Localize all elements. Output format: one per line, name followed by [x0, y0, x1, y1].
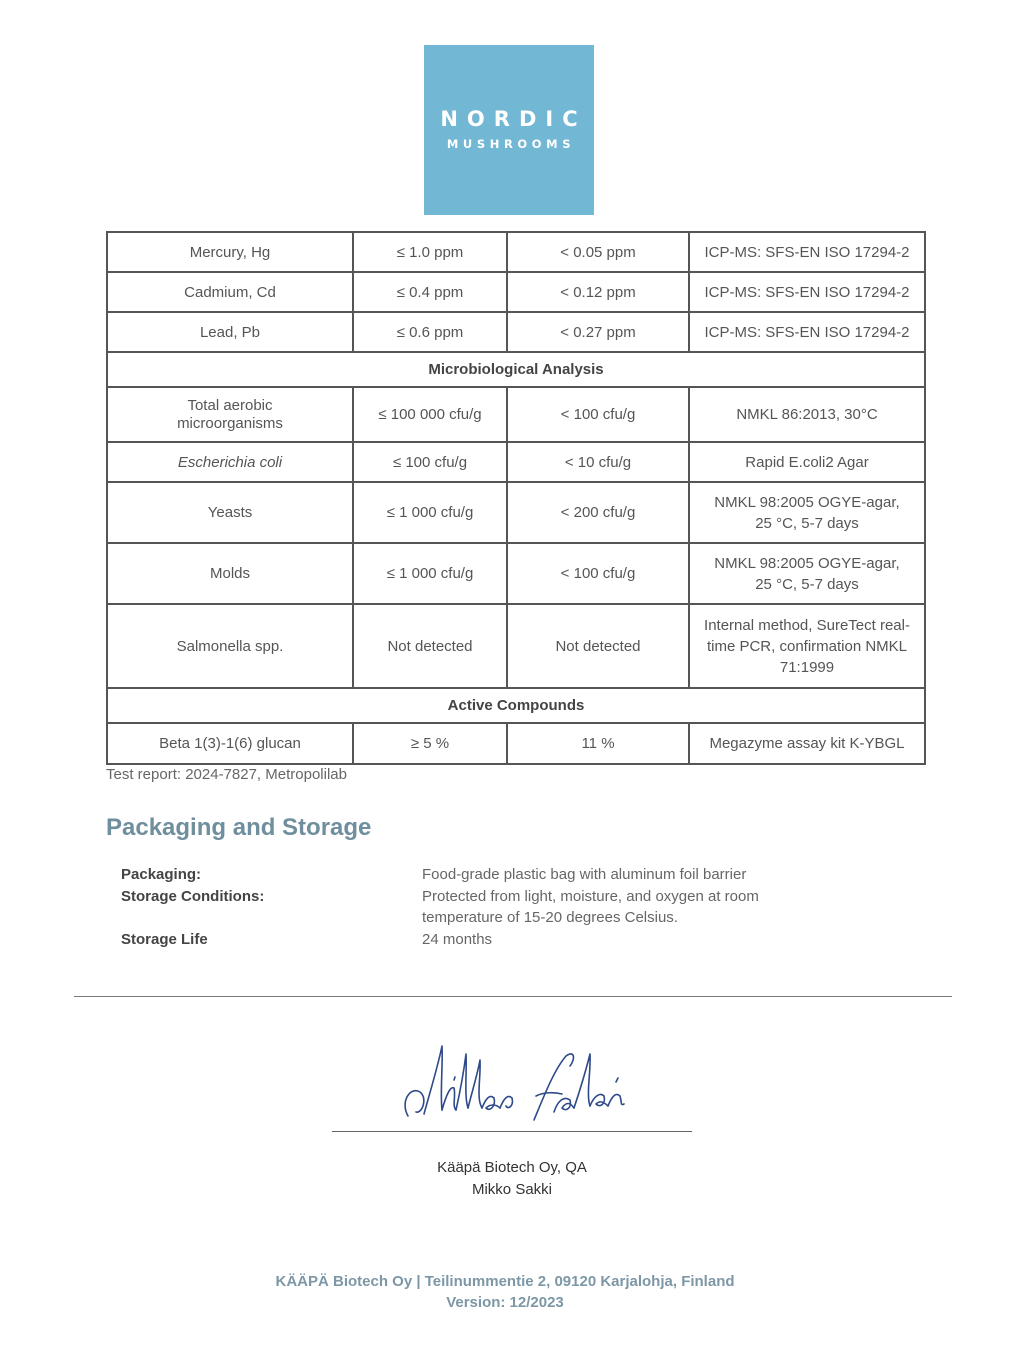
result-cell: 11 %	[507, 723, 689, 764]
storage-life-label: Storage Life	[121, 931, 208, 948]
method-cell: ICP-MS: SFS-EN ISO 17294-2	[689, 312, 925, 352]
nordic-mushrooms-logo	[424, 45, 594, 215]
method-cell: Rapid E.coli2 Agar	[689, 442, 925, 482]
result-cell: < 0.12 ppm	[507, 272, 689, 312]
logo-line1: NORDIC	[440, 107, 587, 131]
table-row	[107, 723, 925, 764]
limit-cell: ≤ 1 000 cfu/g	[353, 543, 507, 604]
parameter-cell: Mercury, Hg	[107, 232, 353, 272]
section-heading-active-compounds: Active Compounds	[107, 688, 925, 723]
divider	[74, 996, 952, 997]
table-row	[107, 482, 925, 543]
result-cell: < 100 cfu/g	[507, 543, 689, 604]
limit-cell: ≤ 0.4 ppm	[353, 272, 507, 312]
table-row	[107, 312, 925, 352]
packaging-label: Packaging:	[121, 866, 202, 883]
parameter-cell: Escherichia coli	[107, 442, 353, 482]
table-row	[107, 543, 925, 604]
storage-life-value: 24 months	[422, 931, 493, 948]
parameter-cell: Salmonella spp.	[107, 604, 353, 688]
method-cell: NMKL 86:2013, 30°C	[689, 387, 925, 442]
limit-cell: ≤ 1 000 cfu/g	[353, 482, 507, 543]
parameter-cell: Beta 1(3)-1(6) glucan	[107, 723, 353, 764]
handwritten-signature	[394, 1036, 634, 1126]
result-cell: < 100 cfu/g	[507, 387, 689, 442]
limit-cell: ≤ 100 cfu/g	[353, 442, 507, 482]
parameter-cell: Cadmium, Cd	[107, 272, 353, 312]
result-cell: < 0.27 ppm	[507, 312, 689, 352]
storage-conditions-value-line1: Protected from light, moisture, and oxygen at room	[422, 888, 759, 905]
signer-name: Mikko Sakki	[471, 1181, 553, 1198]
table-row	[107, 387, 925, 442]
method-cell: ICP-MS: SFS-EN ISO 17294-2	[689, 232, 925, 272]
section-row	[107, 688, 925, 723]
method-cell: Megazyme assay kit K-YBGL	[689, 723, 925, 764]
parameter-cell: Yeasts	[107, 482, 353, 543]
parameter-cell: Total aerobic microorganisms	[107, 387, 353, 442]
logo-line2: MUSHROOMS	[446, 137, 576, 151]
footer-version: Version: 12/2023	[446, 1294, 564, 1311]
limit-cell: ≤ 100 000 cfu/g	[353, 387, 507, 442]
section-row	[107, 352, 925, 387]
limit-cell: Not detected	[353, 604, 507, 688]
section-heading-microbiological: Microbiological Analysis	[107, 352, 925, 387]
test-report-note: Test report: 2024-7827, Metropolilab	[106, 766, 347, 783]
signer-company: Kääpä Biotech Oy, QA	[437, 1159, 587, 1176]
analysis-table	[106, 231, 926, 765]
packaging-heading: Packaging and Storage	[106, 814, 372, 841]
parameter-cell: Lead, Pb	[107, 312, 353, 352]
signature-line	[332, 1131, 692, 1132]
table-row	[107, 604, 925, 688]
packaging-value: Food-grade plastic bag with aluminum foil barrier	[422, 866, 747, 883]
limit-cell: ≤ 1.0 ppm	[353, 232, 507, 272]
limit-cell: ≤ 0.6 ppm	[353, 312, 507, 352]
parameter-cell: Molds	[107, 543, 353, 604]
result-cell: Not detected	[507, 604, 689, 688]
method-cell: Internal method, SureTect real-time PCR, confirmation NMKL 71:1999	[689, 604, 925, 688]
result-cell: < 200 cfu/g	[507, 482, 689, 543]
table-row	[107, 272, 925, 312]
method-cell: NMKL 98:2005 OGYE-agar, 25 °C, 5-7 days	[689, 543, 925, 604]
result-cell: < 10 cfu/g	[507, 442, 689, 482]
storage-conditions-label: Storage Conditions:	[121, 888, 265, 905]
limit-cell: ≥ 5 %	[353, 723, 507, 764]
storage-conditions-value-line2: temperature of 15-20 degrees Celsius.	[422, 909, 678, 926]
footer-address: KÄÄPÄ Biotech Oy | Teilinummentie 2, 09120 Karjalohja, Finland	[275, 1273, 735, 1290]
result-cell: < 0.05 ppm	[507, 232, 689, 272]
table-row	[107, 442, 925, 482]
method-cell: ICP-MS: SFS-EN ISO 17294-2	[689, 272, 925, 312]
method-cell: NMKL 98:2005 OGYE-agar, 25 °C, 5-7 days	[689, 482, 925, 543]
table-row	[107, 232, 925, 272]
